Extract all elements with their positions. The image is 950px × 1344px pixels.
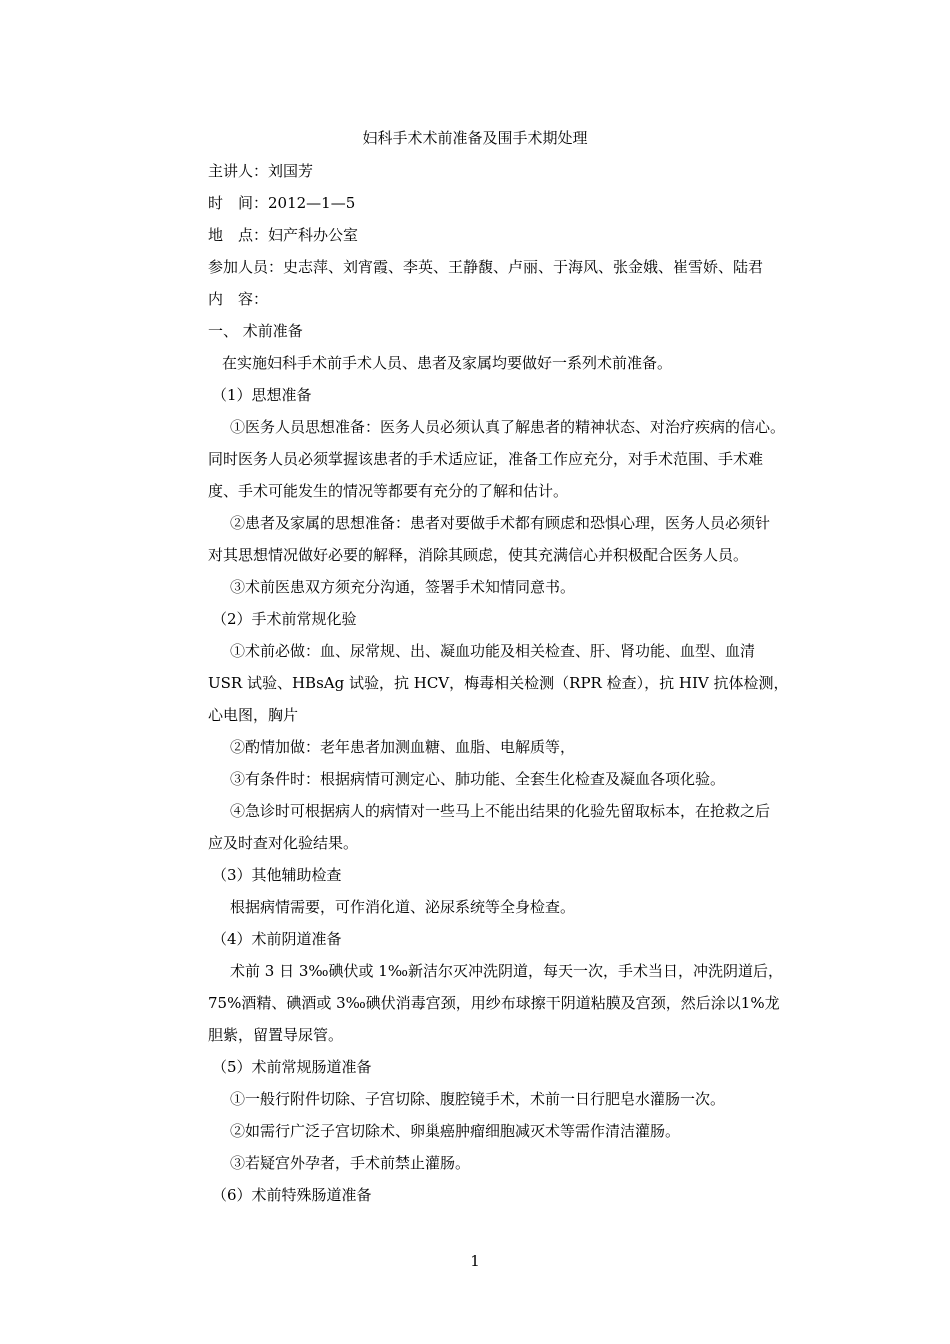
subsection-heading: （3）其他辅助检查 [212,866,342,884]
speaker-line: 主讲人：刘国芳 [208,162,314,180]
place-line: 地 点：妇产科办公室 [208,226,359,244]
paragraph-line: ④急诊时可根据病人的病情对一些马上不能出结果的化验先留取标本，在抢救之后 [230,802,771,820]
paragraph-line: 胆紫，留置导尿管。 [208,1026,344,1044]
time-line: 时 间：2012—1—5 [208,194,356,212]
subsection-heading: （4）术前阴道准备 [212,930,342,948]
paragraph-line: ①术前必做：血、尿常规、出、凝血功能及相关检查、肝、肾功能、血型、血清 [230,642,756,660]
paragraph-line: 应及时查对化验结果。 [208,834,359,852]
subsection-heading: （1）思想准备 [212,386,312,404]
paragraph-line: 同时医务人员必须掌握该患者的手术适应证，准备工作应充分，对手术范围、手术难 [208,450,764,468]
subsection-heading: （6）术前特殊肠道准备 [212,1186,372,1204]
paragraph-line: ③若疑宫外孕者，手术前禁止灌肠。 [230,1154,471,1172]
paragraph-line: 根据病情需要，可作消化道、泌尿系统等全身检查。 [230,898,576,916]
paragraph-line: 术前 3 日 3‰碘伏或 1‰新洁尔灭冲洗阴道，每天一次，手术当日，冲洗阴道后， [230,962,783,980]
paragraph-line: ③有条件时：根据病情可测定心、肺功能、全套生化检查及凝血各项化验。 [230,770,726,788]
paragraph-line: ②如需行广泛子宫切除术、卵巢癌肿瘤细胞减灭术等需作清洁灌肠。 [230,1122,681,1140]
paragraph-line: ③术前医患双方须充分沟通，签署手术知情同意书。 [230,578,576,596]
section-heading: 一、 术前准备 [208,322,303,340]
paragraph-line: USR 试验、HBsAg 试验，抗 HCV，梅毒相关检测（RPR 检查），抗 HIV 抗体检测， [208,674,789,692]
section-intro: 在实施妇科手术前手术人员、患者及家属均要做好一系列术前准备。 [222,354,673,372]
paragraph-line: ①一般行附件切除、子宫切除、腹腔镜手术，术前一日行肥皂水灌肠一次。 [230,1090,726,1108]
paragraph-line: 对其思想情况做好必要的解释，消除其顾虑，使其充满信心并积极配合医务人员。 [208,546,749,564]
document-title: 妇科手术术前准备及围手术期处理 [362,129,588,147]
paragraph-line: 75%酒精、碘酒或 3‰碘伏消毒宫颈，用纱布球擦干阴道粘膜及宫颈，然后涂以1%龙 [208,994,780,1012]
attendees-line: 参加人员：史志萍、刘宵霞、李英、王静馥、卢丽、于海风、张金娥、崔雪娇、陆君 [208,258,764,276]
content-label: 内 容： [208,290,269,308]
paragraph-line: ②患者及家属的思想准备：患者对要做手术都有顾虑和恐惧心理，医务人员必须针 [230,514,771,532]
paragraph-line: ①医务人员思想准备：医务人员必须认真了解患者的精神状态、对治疗疾病的信心。 [230,418,786,436]
paragraph-line: ②酌情加做：老年患者加测血糖、血脂、电解质等， [230,738,576,756]
subsection-heading: （5）术前常规肠道准备 [212,1058,372,1076]
paragraph-line: 度、手术可能发生的情况等都要有充分的了解和估计。 [208,482,569,500]
page-number: 1 [470,1252,480,1270]
subsection-heading: （2）手术前常规化验 [212,610,357,628]
paragraph-line: 心电图，胸片 [208,706,299,724]
